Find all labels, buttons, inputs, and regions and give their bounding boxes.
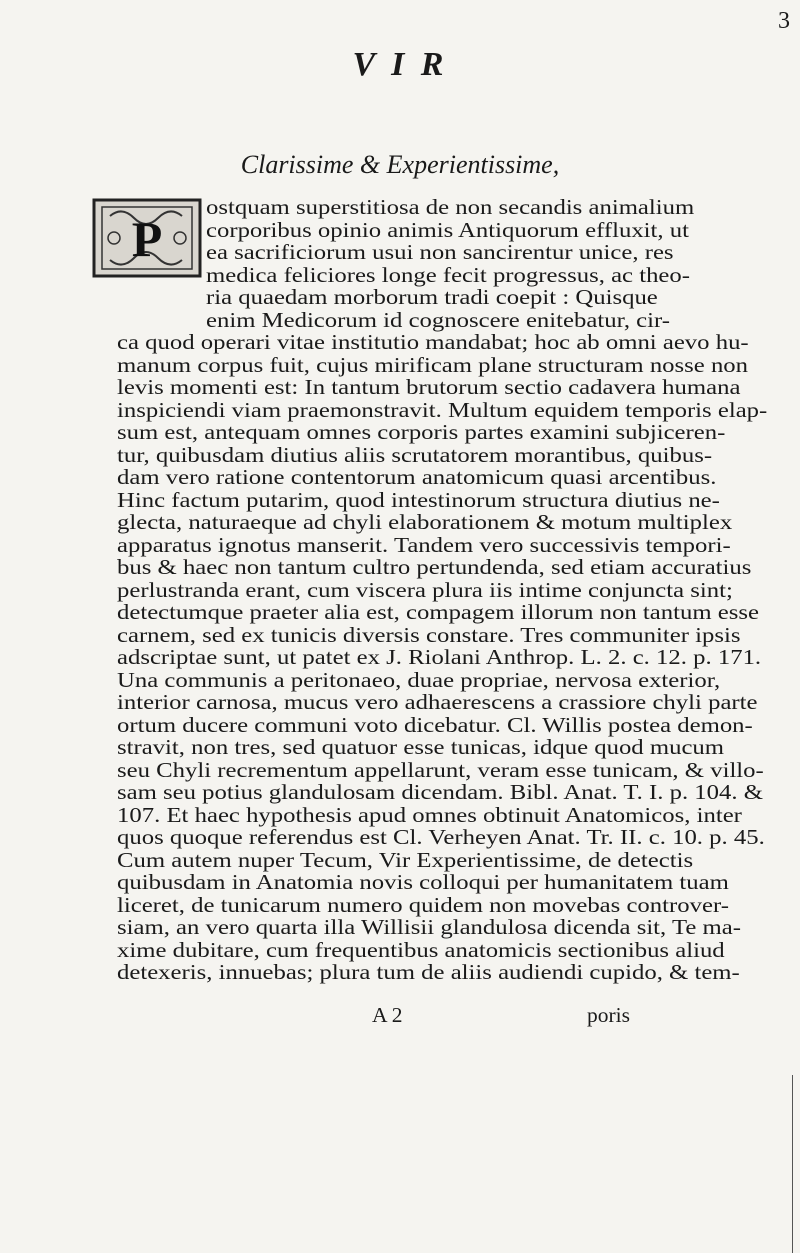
text-line: quos quoque referendus est Cl. Verheyen Anat. Tr. II. c. 10. p. 45. [117, 825, 765, 849]
text-line: ortum ducere communi voto dicebatur. Cl. Willis postea demon- [117, 712, 753, 737]
salutation: Clarissime & Experientissime, [240, 150, 560, 179]
text-line: Hinc factum putarim, quod intestinorum structura diutius ne- [117, 487, 720, 512]
decorated-initial-icon [92, 198, 202, 278]
text-line: tur, quibusdam diutius aliis scrutatorem morantibus, quibus- [117, 442, 713, 467]
catchword: poris [587, 1003, 630, 1027]
text-line: Cum autem nuper Tecum, Vir Experientissime, de detectis [117, 847, 694, 872]
text-line: bus & haec non tantum cultro pertundenda, sed etiam accuratius [117, 555, 752, 579]
text-line: ea sacrificiorum usui non sancirentur unice, res [206, 240, 674, 264]
text-line: ca quod operari vitae institutio mandabat; hoc ab omni aevo hu- [117, 330, 749, 354]
text-line: 107. Et haec hypothesis apud omnes obtinuit Anatomicos, inter [117, 802, 742, 827]
page-edge-line [792, 1075, 793, 1253]
svg-text:P: P [131, 211, 163, 267]
page-number: 3 [778, 8, 790, 34]
signature-mark: A 2 [372, 1003, 403, 1027]
text-line: quibusdam in Anatomia novis colloqui per humanitatem tuam [117, 870, 729, 894]
text-line: stravit, non tres, sed quatuor esse tunicas, idque quod mucum [117, 735, 725, 759]
running-head: V I R [352, 46, 448, 83]
text-line: ostquam superstitiosa de non secandis animalium [206, 195, 695, 219]
text-line: levis momenti est: In tantum brutorum sectio cadavera humana [117, 375, 741, 399]
text-line: enim Medicorum id cognoscere enitebatur, cir- [206, 307, 671, 332]
text-line: Una communis a peritonaeo, duae propriae, nervosa exterior, [117, 667, 721, 692]
text-line: inspiciendi viam praemonstravit. Multum equidem temporis elap- [117, 397, 768, 422]
text-line: apparatus ignotus manserit. Tandem vero successivis tempori- [117, 532, 731, 557]
text-line: carnem, sed ex tunicis diversis constare. Tres communiter ipsis [117, 622, 741, 647]
text-line: perlustranda erant, cum viscera plura iis intime conjuncta sint; [117, 577, 733, 602]
text-line: corporibus opinio animis Antiquorum effluxit, ut [206, 217, 690, 242]
text-line: manum corpus fuit, cujus mirificam plane structuram nosse non [117, 352, 749, 377]
text-line: medica feliciores longe fecit progressus, ac theo- [206, 262, 691, 287]
text-line: siam, an vero quarta illa Willisii glandulosa dicenda sit, Te ma- [117, 915, 741, 939]
text-line: sam seu potius glandulosam dicendam. Bibl. Anat. T. I. p. 104. & [117, 780, 763, 804]
text-line: dam vero ratione contentorum anatomicum quasi arcentibus. [117, 465, 717, 489]
text-line: detexeris, innuebas; plura tum de aliis audiendi cupido, & tem- [117, 960, 740, 984]
text-line: detectumque praeter alia est, compagem illorum non tantum esse [117, 600, 759, 624]
text-line: liceret, de tunicarum numero quidem non movebas controver- [117, 892, 729, 917]
text-line: adscriptae sunt, ut patet ex J. Riolani Anthrop. L. 2. c. 12. p. 171. [117, 645, 762, 669]
text-line: ria quaedam morborum tradi coepit : Quisque [206, 285, 658, 309]
text-line: sum est, antequam omnes corporis partes examini subjiceren- [117, 420, 726, 444]
text-line: interior carnosa, mucus vero adhaerescens a crassiore chyli parte [117, 690, 758, 714]
text-line: glecta, naturaeque ad chyli elaborationem & motum multiplex [117, 510, 733, 534]
text-line: seu Chyli recrementum appellarunt, veram esse tunicam, & villo- [117, 757, 764, 782]
text-line: xime dubitare, cum frequentibus anatomicis sectionibus aliud [117, 937, 725, 962]
